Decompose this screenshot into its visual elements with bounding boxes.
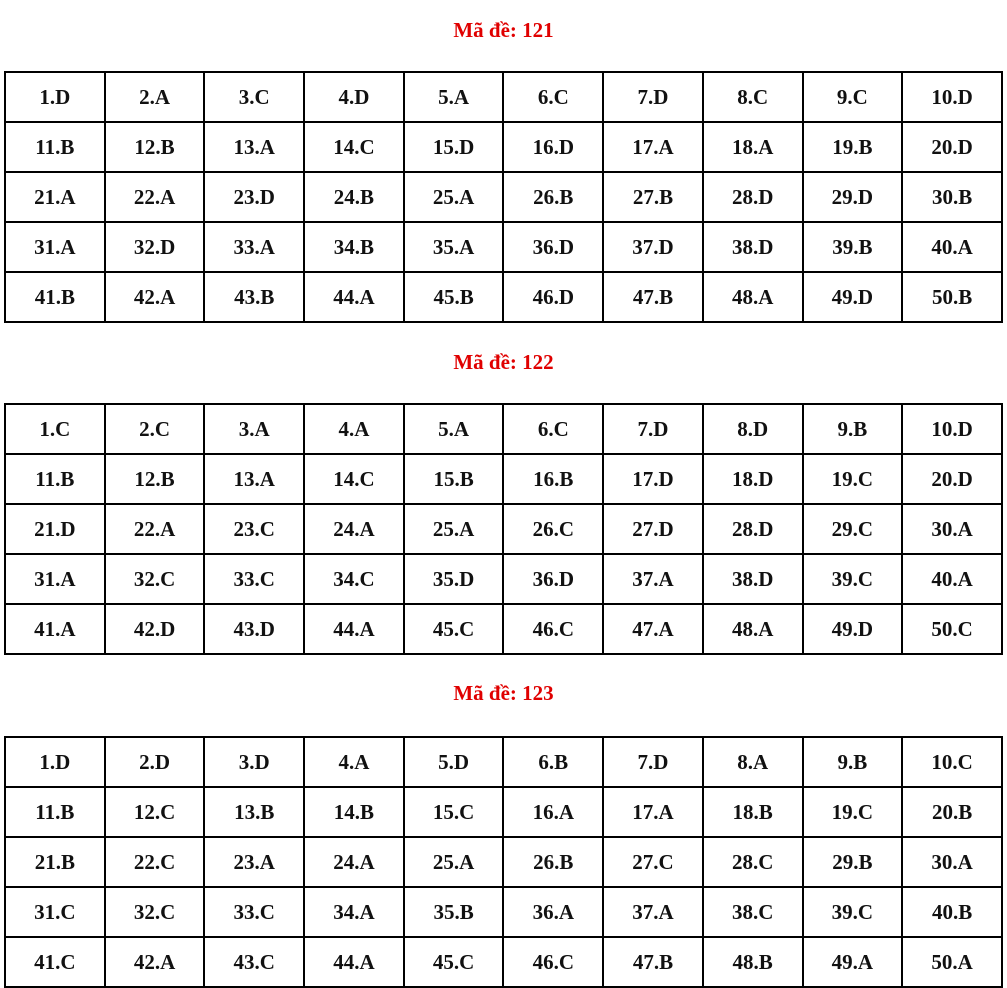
answer-cell: 12.B: [105, 454, 205, 504]
answer-cell: 41.A: [5, 604, 105, 654]
table-row: [5, 737, 1002, 787]
table-row: [5, 887, 1002, 937]
answer-cell: 36.D: [503, 554, 603, 604]
answer-cell: 18.D: [703, 454, 803, 504]
answer-cell: 44.A: [304, 272, 404, 322]
answer-cell: 31.C: [5, 887, 105, 937]
answer-cell: 38.D: [703, 554, 803, 604]
answer-cell: 47.A: [603, 604, 703, 654]
answer-cell: 33.C: [204, 887, 304, 937]
answer-table-121: [4, 71, 1003, 323]
answer-cell: 37.A: [603, 554, 703, 604]
answer-cell: 8.C: [703, 72, 803, 122]
answer-cell: 12.B: [105, 122, 205, 172]
answer-cell: 3.A: [204, 404, 304, 454]
answer-cell: 33.A: [204, 222, 304, 272]
answer-cell: 34.C: [304, 554, 404, 604]
answer-cell: 9.B: [803, 737, 903, 787]
answer-cell: 35.D: [404, 554, 504, 604]
answer-cell: 1.C: [5, 404, 105, 454]
answer-cell: 31.A: [5, 554, 105, 604]
answer-cell: 9.C: [803, 72, 903, 122]
answer-cell: 17.A: [603, 787, 703, 837]
answer-cell: 40.A: [902, 222, 1002, 272]
answer-cell: 13.B: [204, 787, 304, 837]
answer-cell: 25.A: [404, 837, 504, 887]
answer-cell: 26.C: [503, 504, 603, 554]
answer-cell: 13.A: [204, 454, 304, 504]
answer-cell: 2.C: [105, 404, 205, 454]
answer-cell: 29.D: [803, 172, 903, 222]
answer-cell: 43.B: [204, 272, 304, 322]
answer-cell: 39.C: [803, 887, 903, 937]
answer-cell: 4.A: [304, 737, 404, 787]
answer-cell: 29.B: [803, 837, 903, 887]
answer-cell: 39.C: [803, 554, 903, 604]
answer-cell: 32.C: [105, 887, 205, 937]
answer-cell: 41.B: [5, 272, 105, 322]
answer-cell: 7.D: [603, 737, 703, 787]
answer-cell: 18.B: [703, 787, 803, 837]
exam-code-title-122: Mã đề: 122: [453, 350, 554, 374]
answer-cell: 11.B: [5, 122, 105, 172]
answer-cell: 30.B: [902, 172, 1002, 222]
answer-cell: 12.C: [105, 787, 205, 837]
table-row: [5, 837, 1002, 887]
table-row: [5, 787, 1002, 837]
answer-cell: 23.D: [204, 172, 304, 222]
table-row: [5, 504, 1002, 554]
answer-cell: 28.D: [703, 172, 803, 222]
answer-cell: 36.A: [503, 887, 603, 937]
answer-cell: 8.A: [703, 737, 803, 787]
answer-cell: 40.A: [902, 554, 1002, 604]
exam-code-title-123: Mã đề: 123: [453, 681, 554, 705]
answer-cell: 33.C: [204, 554, 304, 604]
answer-cell: 31.A: [5, 222, 105, 272]
answer-cell: 38.D: [703, 222, 803, 272]
answer-cell: 15.D: [404, 122, 504, 172]
answer-cell: 50.B: [902, 272, 1002, 322]
answer-cell: 45.B: [404, 272, 504, 322]
answer-cell: 25.A: [404, 504, 504, 554]
answer-cell: 5.A: [404, 72, 504, 122]
answer-cell: 47.B: [603, 272, 703, 322]
answer-cell: 1.D: [5, 72, 105, 122]
answer-cell: 2.D: [105, 737, 205, 787]
answer-cell: 25.A: [404, 172, 504, 222]
answer-cell: 32.D: [105, 222, 205, 272]
answer-cell: 30.A: [902, 504, 1002, 554]
answer-cell: 10.D: [902, 404, 1002, 454]
answer-cell: 42.A: [105, 272, 205, 322]
answer-cell: 11.B: [5, 787, 105, 837]
answer-cell: 28.C: [703, 837, 803, 887]
answer-cell: 43.C: [204, 937, 304, 987]
answer-cell: 34.A: [304, 887, 404, 937]
answer-cell: 13.A: [204, 122, 304, 172]
answer-cell: 7.D: [603, 404, 703, 454]
answer-cell: 49.D: [803, 272, 903, 322]
answer-cell: 45.C: [404, 937, 504, 987]
answer-cell: 37.A: [603, 887, 703, 937]
answer-cell: 40.B: [902, 887, 1002, 937]
answer-cell: 26.B: [503, 172, 603, 222]
answer-cell: 14.B: [304, 787, 404, 837]
answer-cell: 19.B: [803, 122, 903, 172]
answer-cell: 15.B: [404, 454, 504, 504]
answer-cell: 49.D: [803, 604, 903, 654]
table-row: [5, 272, 1002, 322]
table-row: [5, 122, 1002, 172]
answer-cell: 6.C: [503, 72, 603, 122]
answer-cell: 34.B: [304, 222, 404, 272]
answer-cell: 3.C: [204, 72, 304, 122]
answer-cell: 39.B: [803, 222, 903, 272]
answer-cell: 32.C: [105, 554, 205, 604]
answer-cell: 14.C: [304, 122, 404, 172]
answer-cell: 10.C: [902, 737, 1002, 787]
table-row: [5, 72, 1002, 122]
answer-cell: 3.D: [204, 737, 304, 787]
answer-cell: 19.C: [803, 787, 903, 837]
answer-cell: 16.A: [503, 787, 603, 837]
answer-cell: 48.A: [703, 272, 803, 322]
table-row: [5, 604, 1002, 654]
answer-table-123: [4, 736, 1003, 988]
answer-cell: 35.A: [404, 222, 504, 272]
answer-cell: 21.A: [5, 172, 105, 222]
answer-cell: 44.A: [304, 604, 404, 654]
answer-cell: 7.D: [603, 72, 703, 122]
answer-cell: 23.C: [204, 504, 304, 554]
answer-cell: 16.D: [503, 122, 603, 172]
answer-cell: 9.B: [803, 404, 903, 454]
answer-cell: 30.A: [902, 837, 1002, 887]
answer-table-122: [4, 403, 1003, 655]
answer-cell: 22.C: [105, 837, 205, 887]
answer-cell: 24.B: [304, 172, 404, 222]
answer-cell: 23.A: [204, 837, 304, 887]
answer-cell: 27.C: [603, 837, 703, 887]
answer-cell: 38.C: [703, 887, 803, 937]
answer-cell: 6.C: [503, 404, 603, 454]
table-row: [5, 454, 1002, 504]
answer-cell: 48.B: [703, 937, 803, 987]
answer-cell: 46.C: [503, 604, 603, 654]
table-row: [5, 554, 1002, 604]
answer-cell: 20.B: [902, 787, 1002, 837]
answer-cell: 50.A: [902, 937, 1002, 987]
answer-cell: 42.A: [105, 937, 205, 987]
answer-cell: 41.C: [5, 937, 105, 987]
answer-cell: 46.C: [503, 937, 603, 987]
answer-cell: 24.A: [304, 837, 404, 887]
exam-code-title-121: Mã đề: 121: [453, 18, 554, 42]
answer-cell: 50.C: [902, 604, 1002, 654]
answer-cell: 24.A: [304, 504, 404, 554]
answer-cell: 11.B: [5, 454, 105, 504]
answer-cell: 16.B: [503, 454, 603, 504]
answer-cell: 29.C: [803, 504, 903, 554]
answer-cell: 48.A: [703, 604, 803, 654]
answer-cell: 15.C: [404, 787, 504, 837]
answer-cell: 21.D: [5, 504, 105, 554]
answer-cell: 19.C: [803, 454, 903, 504]
answer-cell: 20.D: [902, 122, 1002, 172]
answer-cell: 18.A: [703, 122, 803, 172]
answer-cell: 43.D: [204, 604, 304, 654]
answer-cell: 14.C: [304, 454, 404, 504]
answer-cell: 1.D: [5, 737, 105, 787]
answer-cell: 8.D: [703, 404, 803, 454]
table-row: [5, 222, 1002, 272]
answer-cell: 49.A: [803, 937, 903, 987]
answer-cell: 17.A: [603, 122, 703, 172]
answer-cell: 27.D: [603, 504, 703, 554]
answer-cell: 17.D: [603, 454, 703, 504]
answer-cell: 36.D: [503, 222, 603, 272]
answer-cell: 45.C: [404, 604, 504, 654]
answer-cell: 2.A: [105, 72, 205, 122]
table-row: [5, 172, 1002, 222]
answer-cell: 10.D: [902, 72, 1002, 122]
answer-cell: 5.D: [404, 737, 504, 787]
answer-cell: 5.A: [404, 404, 504, 454]
answer-cell: 22.A: [105, 172, 205, 222]
table-row: [5, 404, 1002, 454]
answer-cell: 4.A: [304, 404, 404, 454]
answer-cell: 22.A: [105, 504, 205, 554]
answer-cell: 28.D: [703, 504, 803, 554]
table-row: [5, 937, 1002, 987]
answer-cell: 47.B: [603, 937, 703, 987]
answer-cell: 42.D: [105, 604, 205, 654]
answer-cell: 44.A: [304, 937, 404, 987]
answer-cell: 21.B: [5, 837, 105, 887]
answer-cell: 46.D: [503, 272, 603, 322]
answer-cell: 27.B: [603, 172, 703, 222]
answer-cell: 37.D: [603, 222, 703, 272]
answer-cell: 20.D: [902, 454, 1002, 504]
answer-cell: 6.B: [503, 737, 603, 787]
answer-cell: 26.B: [503, 837, 603, 887]
answer-cell: 4.D: [304, 72, 404, 122]
answer-cell: 35.B: [404, 887, 504, 937]
